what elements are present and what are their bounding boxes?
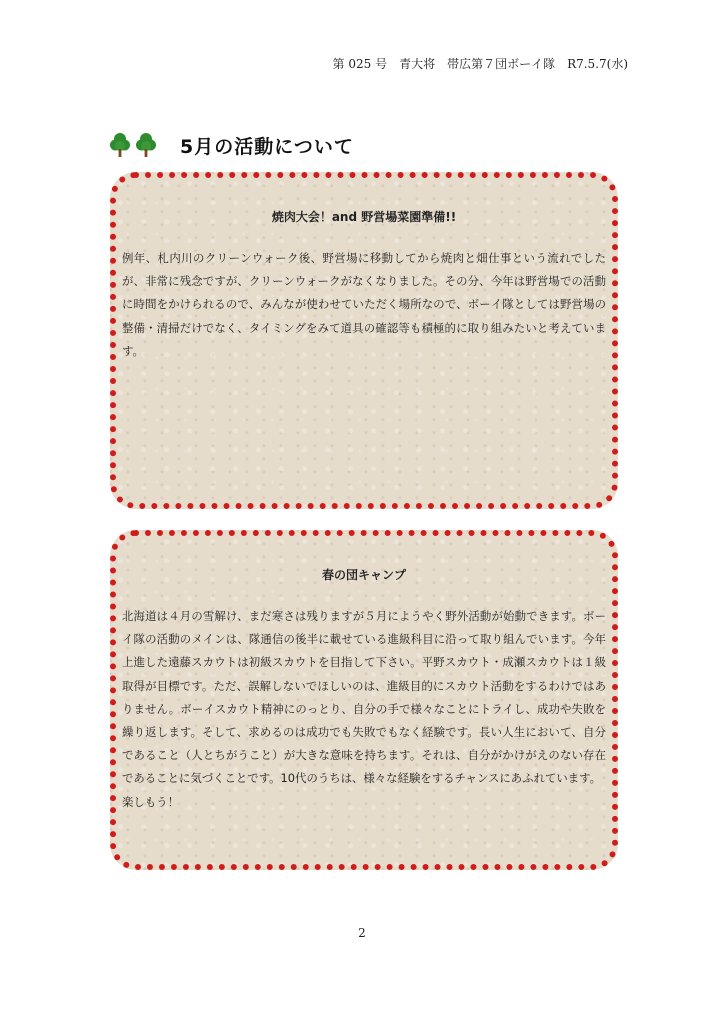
card-body xyxy=(122,605,606,814)
activity-card-spring-camp xyxy=(110,530,618,870)
card-body xyxy=(122,247,606,363)
section-title: 5月の活動について xyxy=(180,135,354,158)
card-title: 春の団キャンプ xyxy=(321,568,406,582)
activity-card-barbecue xyxy=(110,172,618,509)
page-number: 2 xyxy=(358,926,366,940)
tree-icon xyxy=(136,132,156,158)
card-paragraph: 例年、札内川のクリーンウォーク後、野営場に移動してから焼肉と畑仕事という流れでしたが、非常に残念ですが、クリーンウォークがなくなりました。その分、今年は野営場での活動に時間をかけられるので、みんなが使わせていただく場所なので、ボーイ隊としては野営場の整備・清掃だけでなく、タイミングをみて道具の確認等も積極的に取り組みたいと考えています。 xyxy=(122,251,606,358)
card-paragraph: 北海道は４月の雪解け、まだ寒さは残りますが５月にようやく野外活動が始動できます。ボーイ隊の活動のメインは、隊通信の後半に載せている進級科目に沿って取り組んでいます。今年上進した遠藤スカウトは初級スカウトを目指して下さい。平野スカウト・成瀬スカウトは１級取得が目標です。ただ、誤解しないでほしいのは、進級目的にスカウト活動をするわけではありません。ボーイスカウト精神にのっとり、自分の手で様々なことにトライし、成功や失敗を繰り返します。そして、求めるのは成功でも失敗でもなく経験です。長い人生において、自分であること（人とちがうこと）が大きな意味を持ちます。それは、自分がかけがえのない存在であることに気づくことです。10代のうちは、様々な経験をするチャンスにあふれています。 xyxy=(122,609,606,786)
section-heading xyxy=(110,130,354,160)
card-closing: 楽しもう！ xyxy=(122,794,179,809)
card-title: 焼肉大会！and 野営場菜園準備!! xyxy=(271,210,457,224)
tree-icon xyxy=(110,132,130,158)
page-header: 第 025 号 青大将 帯広第７団ボーイ隊 R7.5.7(水) xyxy=(332,57,628,71)
